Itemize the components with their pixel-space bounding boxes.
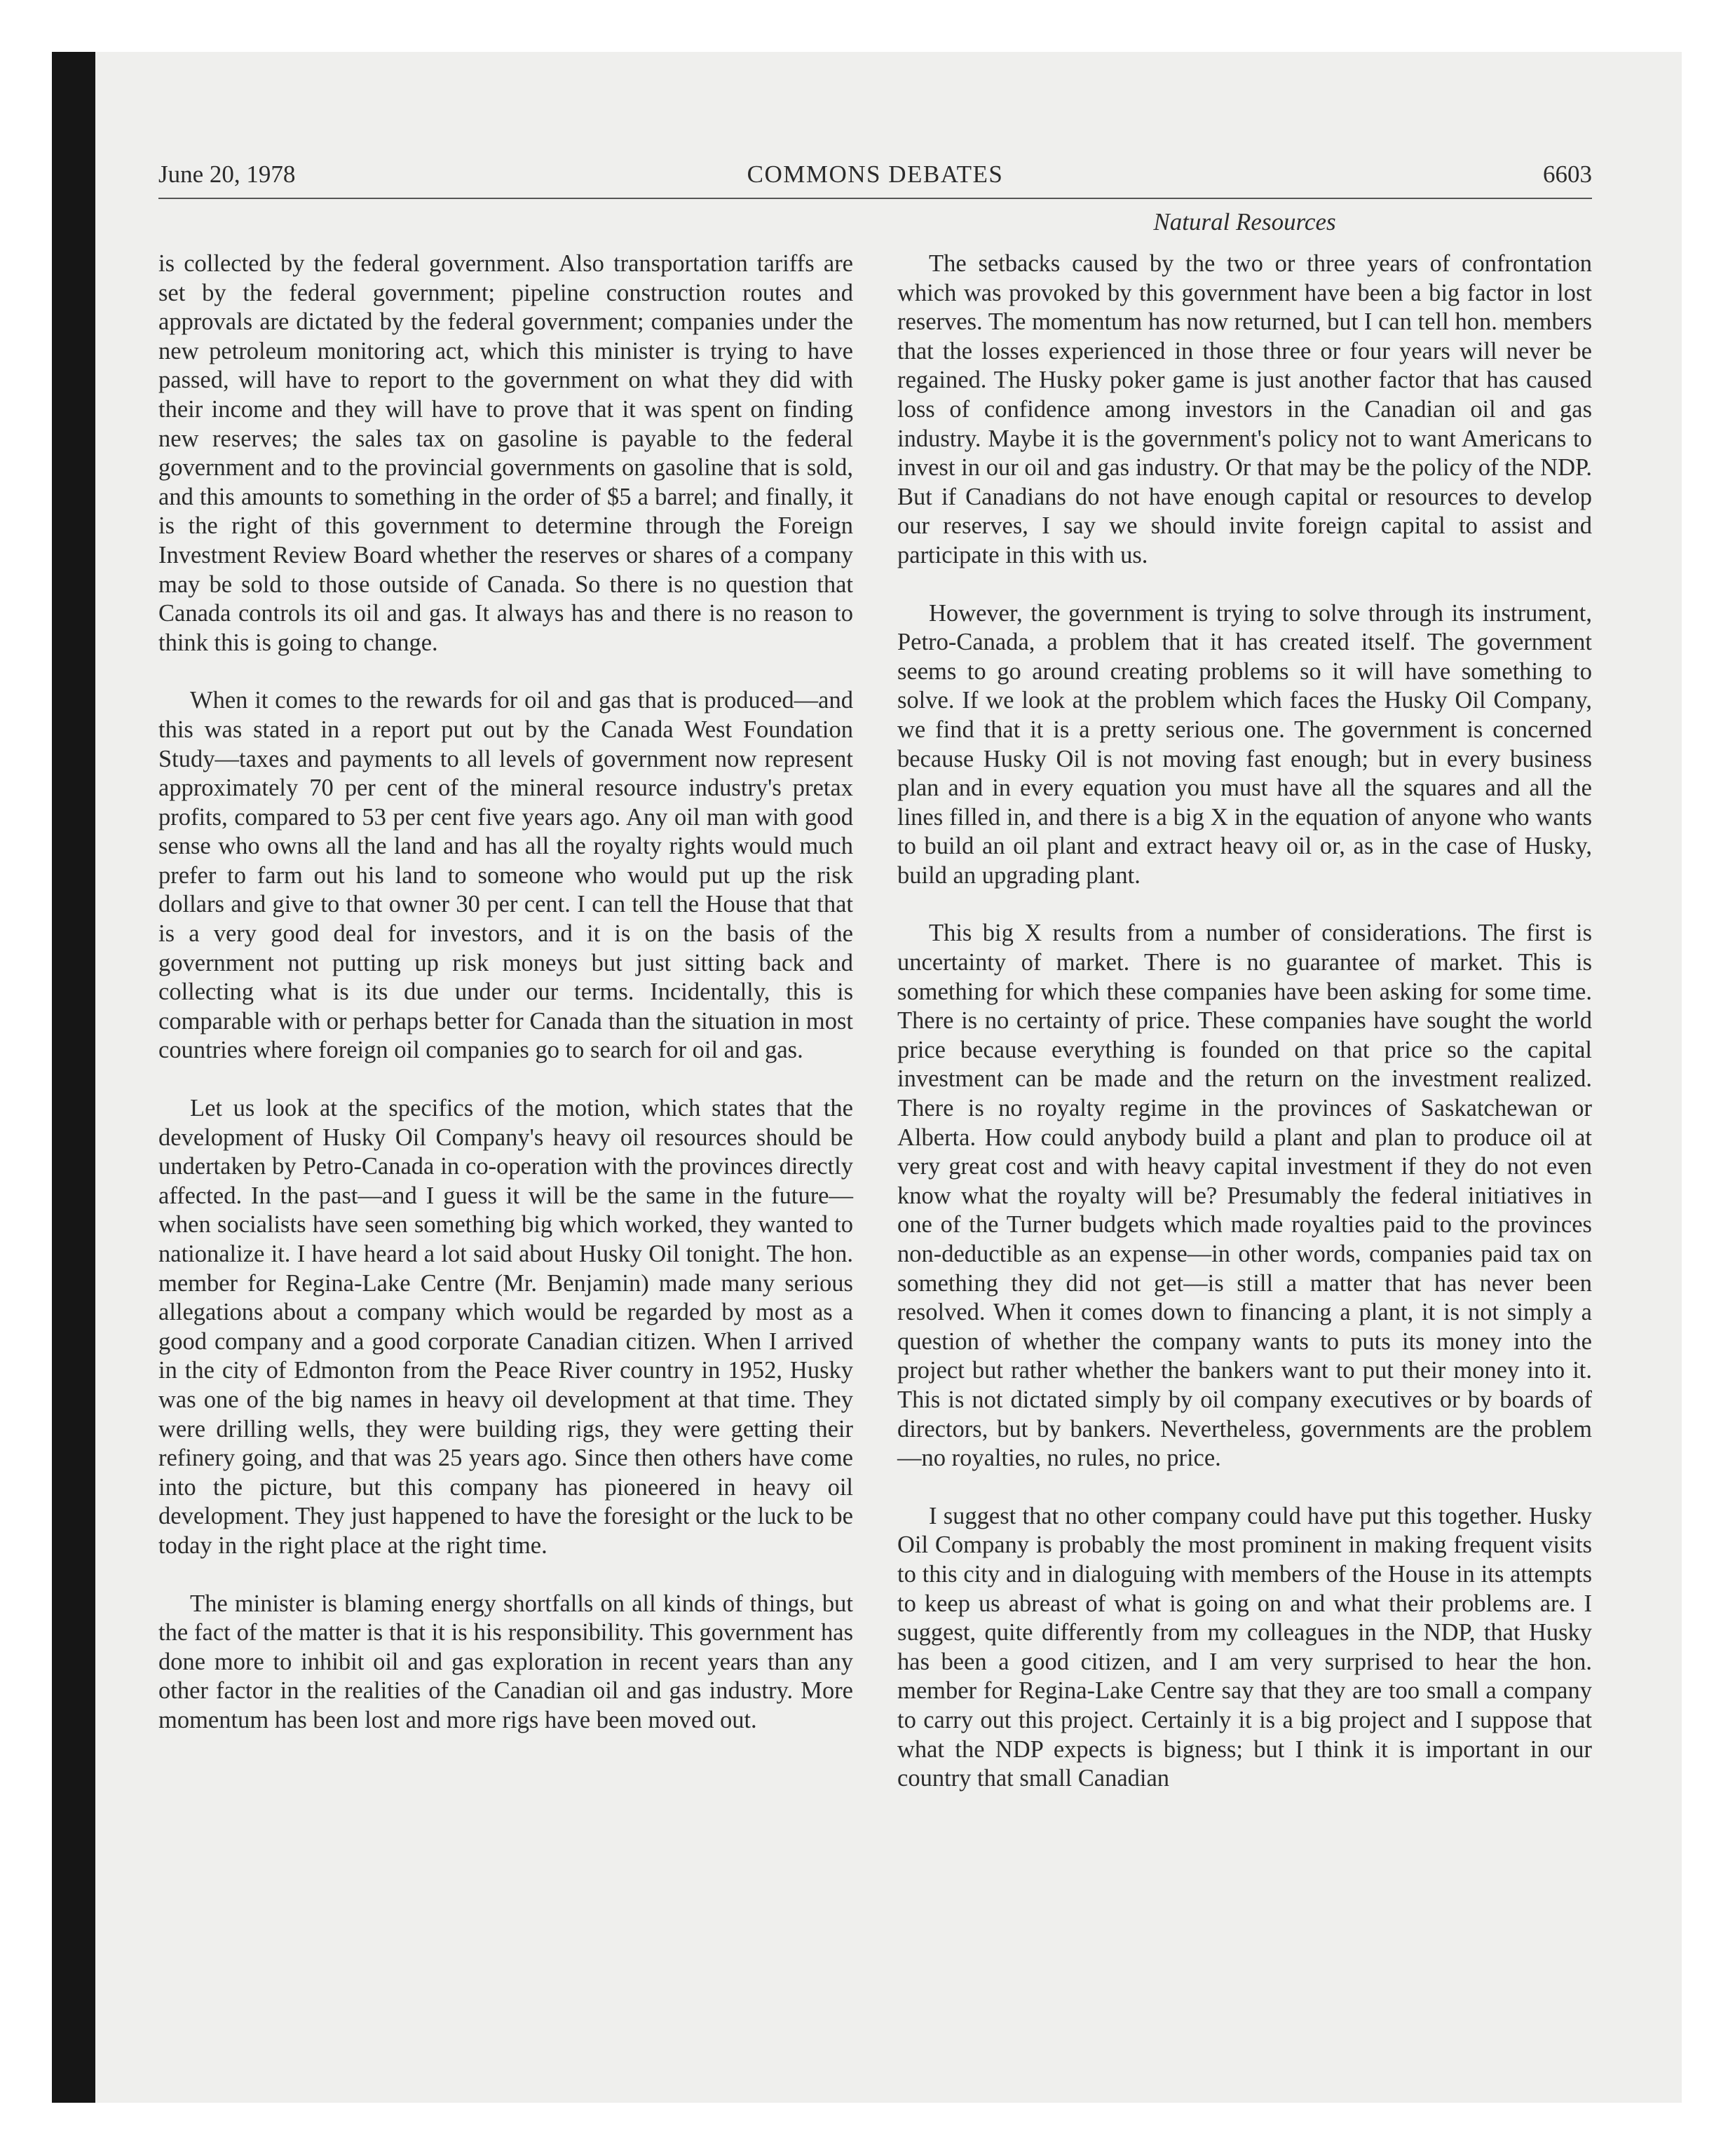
- right-column: [897, 250, 1592, 1822]
- left-column: [158, 250, 853, 1764]
- paragraph: is collected by the federal government. Also transportation tariffs are set by the federal government; pipeline construction routes and approvals are dictated by the federal government; companies under the new petroleum monitoring act, which this minister is trying to have passed, will have to report to the government on what they did with their income and they will have to prove that it was spent on finding new reserves; the sales tax on gasoline is payable to the federal government and to the provincial governments on gasoline that is sold, and this amounts to something in the order of $5 a barrel; and finally, it is the right of this government to determine through the Foreign Investment Review Board whether the reserves or shares of a company may be sold to those outside of Canada. So there is no question that Canada controls its oil and gas. It always has and there is no reason to think this is going to change.: [158, 250, 853, 656]
- header-date: June 20, 1978: [158, 161, 296, 188]
- header-page-number: 6603: [1543, 161, 1592, 188]
- paragraph: I suggest that no other company could have put this together. Husky Oil Company is probably the most prominent in making frequent visits to this city and in dialoguing with members of the House in its attempts to keep us abreast of what is going on and what their problems are. I suggest, quite differently from my colleagues in the NDP, that Husky has been a good citizen, and I am very surprised to hear the hon. member for Regina-Lake Centre say that they are too small a company to carry out this project. Certainly it is a big project and I suppose that what the NDP expects is bigness; but I think it is important in our country that small Canadian: [897, 1502, 1592, 1792]
- paragraph: Let us look at the specifics of the motion, which states that the development of Husky Oil Company's heavy oil resources should be undertaken by Petro-Canada in co-operation with the provinces directly affected. In the past—and I guess it will be the same in the future—when socialists have seen something big which worked, they wanted to nationalize it. I have heard a lot said about Husky Oil tonight. The hon. member for Regina-Lake Centre (Mr. Benjamin) made many serious allegations about a company which would be regarded by most as a good company and a good corporate Canadian citizen. When I arrived in the city of Edmonton from the Peace River country in 1952, Husky was one of the big names in heavy oil development at that time. They were drilling wells, they were building rigs, they were getting their refinery going, and that was 25 years ago. Since then others have come into the picture, but this company has pioneered in heavy oil development. They just happened to have the foresight or the luck to be today in the right place at the right time.: [158, 1095, 853, 1559]
- paragraph: The setbacks caused by the two or three years of confrontation which was provoked by this government have been a big factor in lost reserves. The momentum has now returned, but I can tell hon. members that the losses experienced in those three or four years will never be regained. The Husky poker game is just another factor that has caused loss of confidence among investors in the Canadian oil and gas industry. Maybe it is the government's policy not to want Americans to invest in our oil and gas industry. Or that may be the policy of the NDP. But if Canadians do not have enough capital or resources to develop our reserves, I say we should invite foreign capital to assist and participate in this with us.: [897, 250, 1592, 568]
- binding-edge: [52, 52, 95, 2103]
- header-journal-title: COMMONS DEBATES: [747, 161, 1004, 188]
- section-title: Natural Resources: [1153, 208, 1336, 236]
- paragraph: However, the government is trying to solve through its instrument, Petro-Canada, a problem that it has created itself. The government seems to go around creating problems so it will have something to solve. If we look at the problem which faces the Husky Oil Company, we find that it is a pretty serious one. The government is concerned because Husky Oil is not moving fast enough; but in every business plan and in every equation you must have all the squares and all the lines filled in, and there is a big X in the equation of anyone who wants to build an oil plant and extract heavy oil or, as in the case of Husky, build an upgrading plant.: [897, 599, 1592, 889]
- paragraph: The minister is blaming energy shortfalls on all kinds of things, but the fact of the matter is that it is his responsibility. This government has done more to inhibit oil and gas exploration in recent years than any other factor in the realities of the Canadian oil and gas industry. More momentum has been lost and more rigs have been moved out.: [158, 1590, 853, 1733]
- paragraph: When it comes to the rewards for oil and gas that is produced—and this was stated in a report put out by the Canada West Foundation Study—taxes and payments to all levels of government now represent approximately 70 per cent of the mineral resource industry's pretax profits, compared to 53 per cent five years ago. Any oil man with good sense who owns all the land and has all the royalty rights would much prefer to farm out his land to someone who would put up the risk dollars and give to that owner 30 per cent. I can tell the House that that is a very good deal for investors, and it is on the basis of the government not putting up risk moneys but just sitting back and collecting what is its due under our terms. Incidentally, this is comparable with or perhaps better for Canada than the situation in most countries where foreign oil companies go to search for oil and gas.: [158, 687, 853, 1064]
- paragraph: This big X results from a number of considerations. The first is uncertainty of market. There is no guarantee of market. This is something for which these companies have been asking for some time. There is no certainty of price. These companies have sought the world price because everything is founded on that price so the capital investment can be made and the return on the investment realized. There is no royalty regime in the provinces of Saskatchewan or Alberta. How could anybody build a plant and plan to produce oil at very great cost and with heavy capital investment if they do not even know what the royalty will be? Presumably the federal initiatives in one of the Turner budgets which made royalties paid to the provinces non-deductible as an expense—in other words, companies paid tax on something they did not get—is still a matter that has never been resolved. When it comes down to financing a plant, it is not simply a question of whether the company wants to puts its money into the project but rather whether the bankers want to put their money into it. This is not dictated simply by oil company executives or by boards of directors, but by bankers. Nevertheless, governments are the problem—no royalties, no rules, no price.: [897, 920, 1592, 1472]
- document-page: [158, 157, 1592, 1792]
- running-header: [158, 157, 1592, 199]
